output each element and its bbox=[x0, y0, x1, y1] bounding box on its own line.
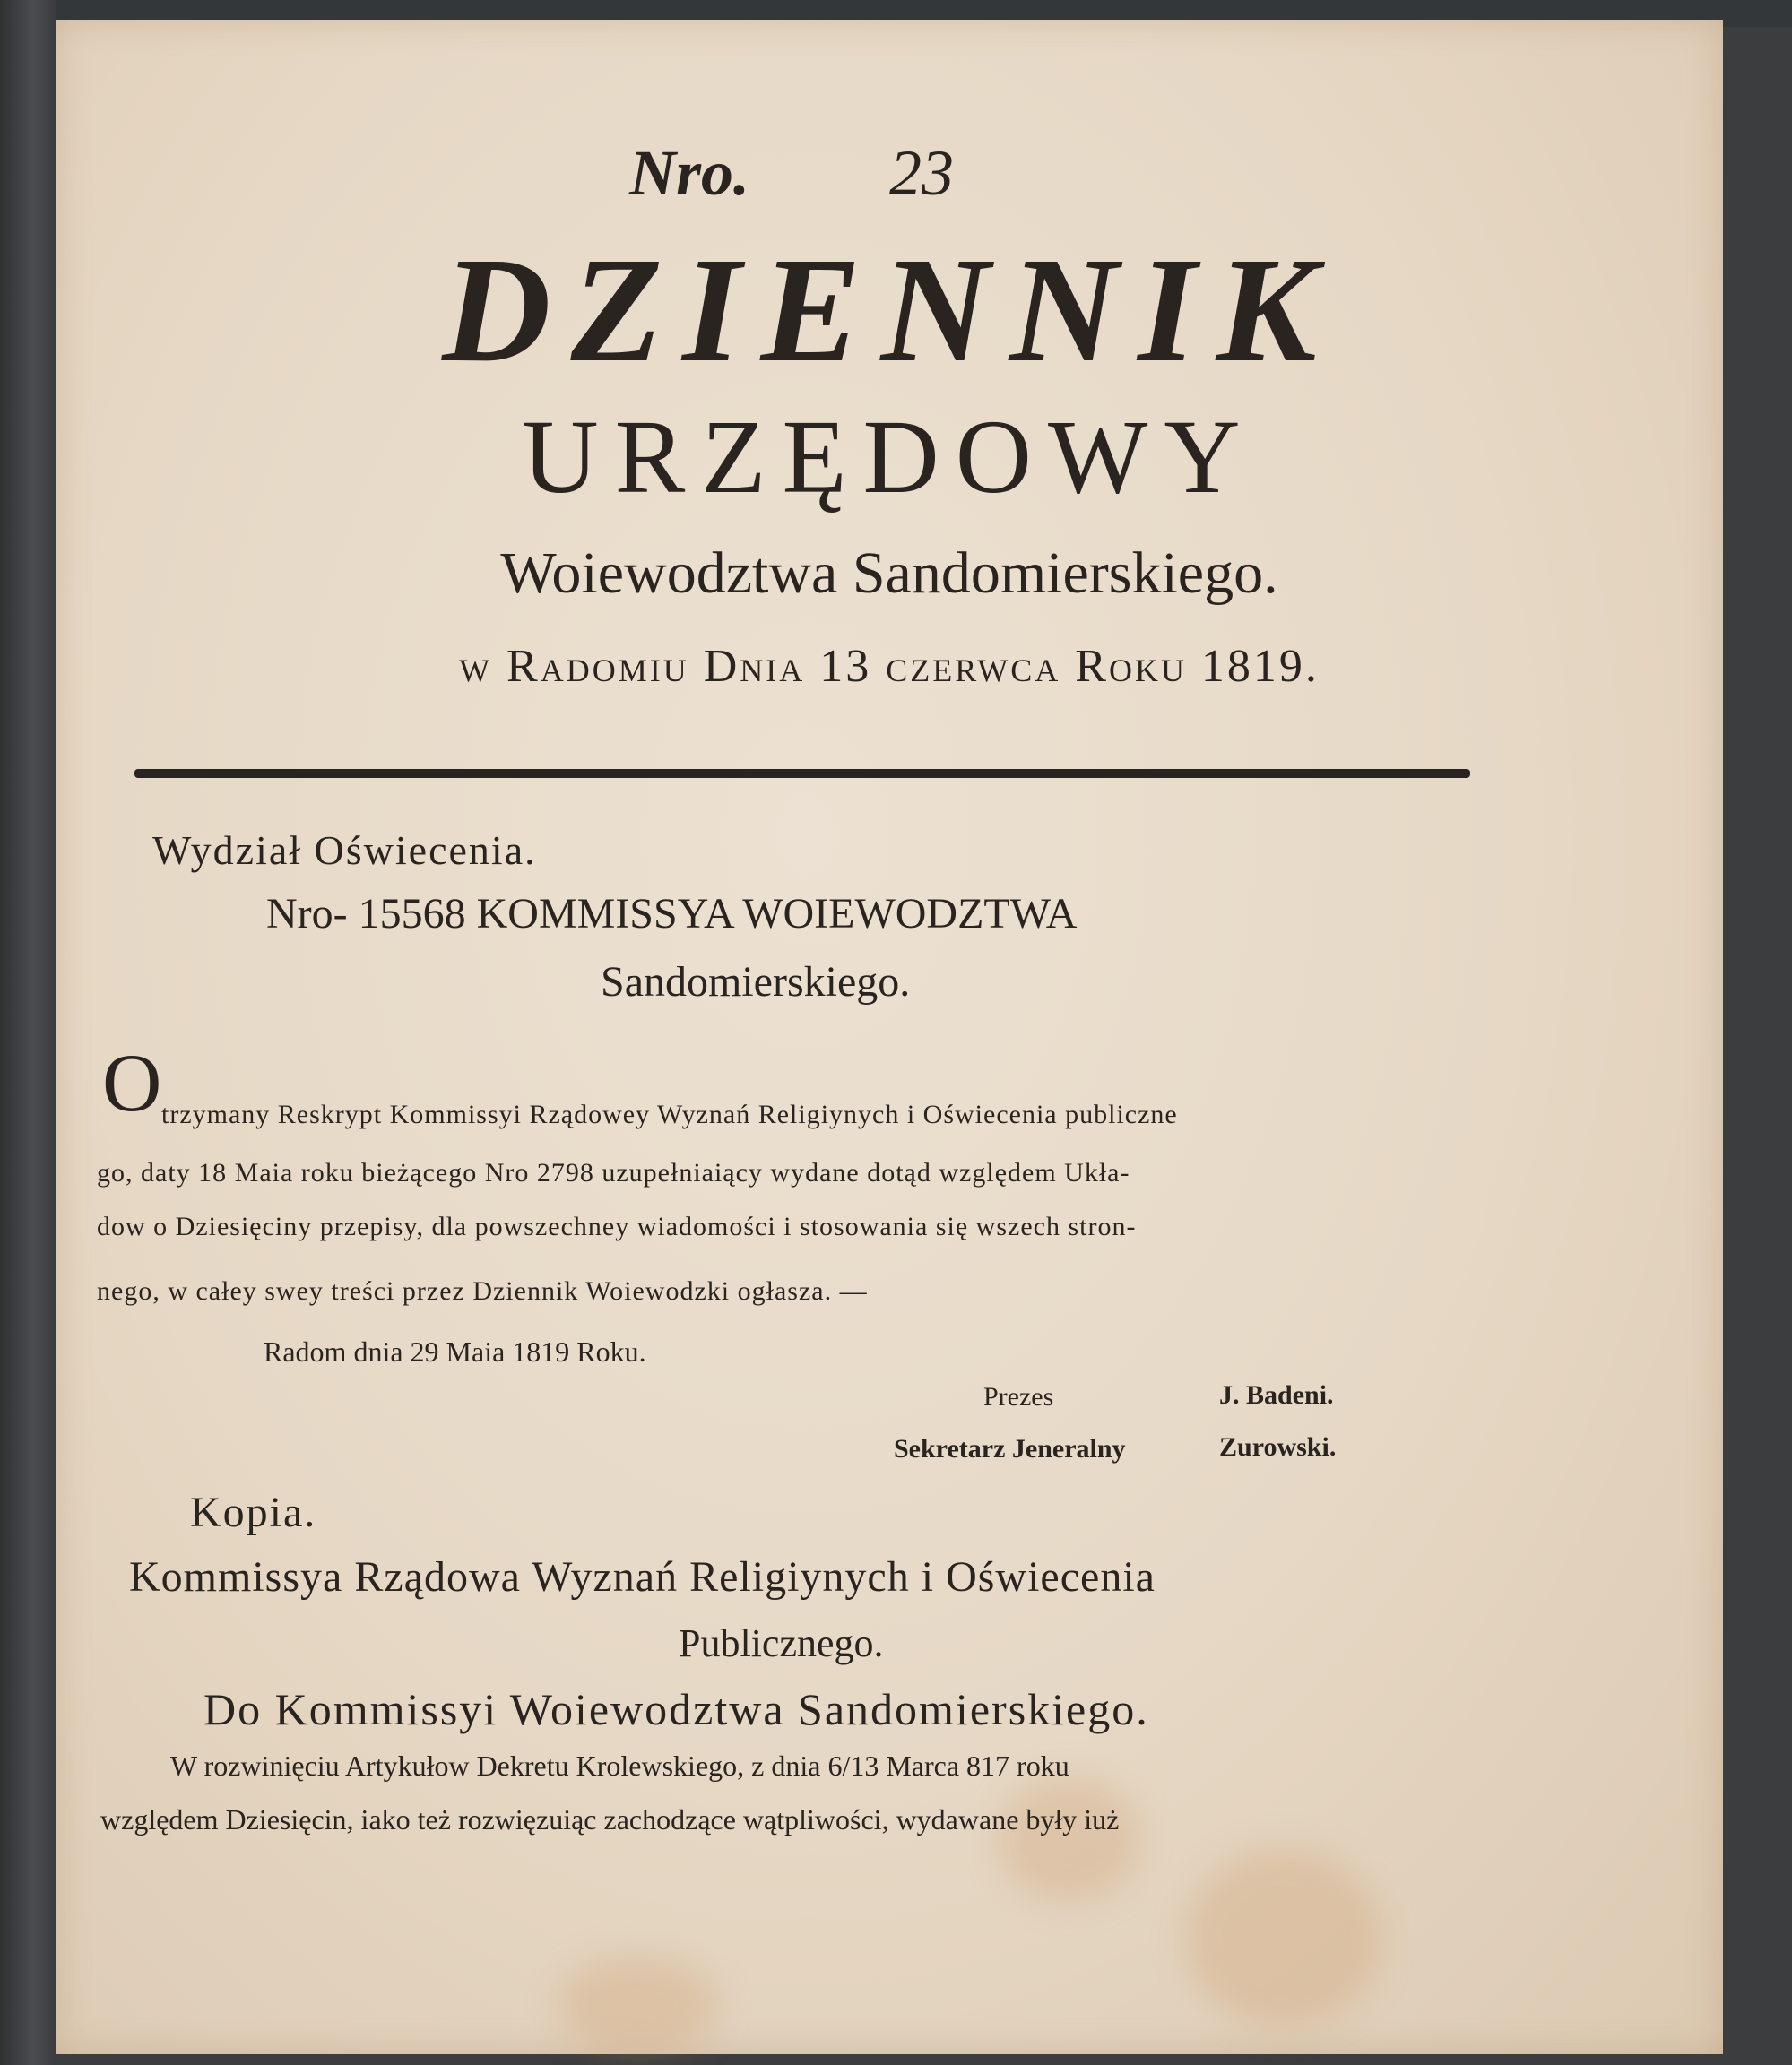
masthead-dateline: w Radomiu Dnia 13 czerwca Roku 1819. bbox=[459, 641, 1320, 692]
masthead-title: DZIENNIK bbox=[442, 227, 1337, 393]
stain bbox=[997, 1776, 1140, 1902]
masthead-subtitle: URZĘDOWY bbox=[522, 398, 1257, 515]
document-page bbox=[56, 20, 1723, 2054]
notice-reference-sub: Sandomierskiego. bbox=[601, 958, 911, 1006]
notice-reference: Nro- 15568 KOMMISSYA WOIEWODZTWA bbox=[266, 890, 1078, 937]
book-binding bbox=[0, 0, 56, 2065]
signature-role: Sekretarz Jeneralny bbox=[894, 1434, 1126, 1464]
copy-title-sub: Publicznego. bbox=[679, 1621, 884, 1665]
signature-name: J. Badeni. bbox=[1219, 1380, 1334, 1410]
copy-line: W rozwinięciu Artykułow Dekretu Krolewskiego, z dnia 6/13 Marca 817 roku bbox=[170, 1750, 1069, 1782]
notice-line: dow o Dziesięciny przepisy, dla powszechney wiadomości i stosowania się wszech stron- bbox=[97, 1212, 1137, 1241]
notice-date: Radom dnia 29 Maia 1819 Roku. bbox=[264, 1335, 646, 1368]
stain bbox=[558, 1956, 719, 2054]
notice-line: nego, w całey swey treści przez Dziennik Woiewodzki ogłasza. — bbox=[97, 1276, 868, 1306]
department-heading: Wydział Oświecenia. bbox=[152, 827, 537, 873]
issue-label: Nro. bbox=[629, 137, 750, 209]
copy-line: względem Dziesięcin, iako też rozwięzuiąc zachodzące wątpliwości, wydawane były iuż bbox=[100, 1803, 1120, 1836]
drop-cap: O bbox=[102, 1037, 162, 1128]
copy-label: Kopia. bbox=[190, 1489, 317, 1536]
masthead-region: Woiewodztwa Sandomierskiego. bbox=[500, 540, 1278, 606]
stain bbox=[1185, 1848, 1382, 2027]
notice-line: trzymany Reskrypt Kommissyi Rządowey Wyznań Religiynych i Oświecenia publiczne bbox=[161, 1100, 1178, 1129]
signature-name: Zurowski. bbox=[1219, 1432, 1337, 1462]
issue-number: 23 bbox=[889, 137, 954, 209]
notice-line: go, daty 18 Maia roku bieżącego Nro 2798 uzupełniaiący wydane dotąd względem Ukła- bbox=[97, 1158, 1130, 1188]
copy-title: Kommissya Rządowa Wyznań Religiynych i Oświecenia bbox=[129, 1553, 1156, 1601]
masthead-rule bbox=[134, 769, 1470, 778]
copy-addressee: Do Kommissyi Woiewodztwa Sandomierskiego. bbox=[203, 1684, 1149, 1734]
signature-role: Prezes bbox=[983, 1382, 1054, 1412]
